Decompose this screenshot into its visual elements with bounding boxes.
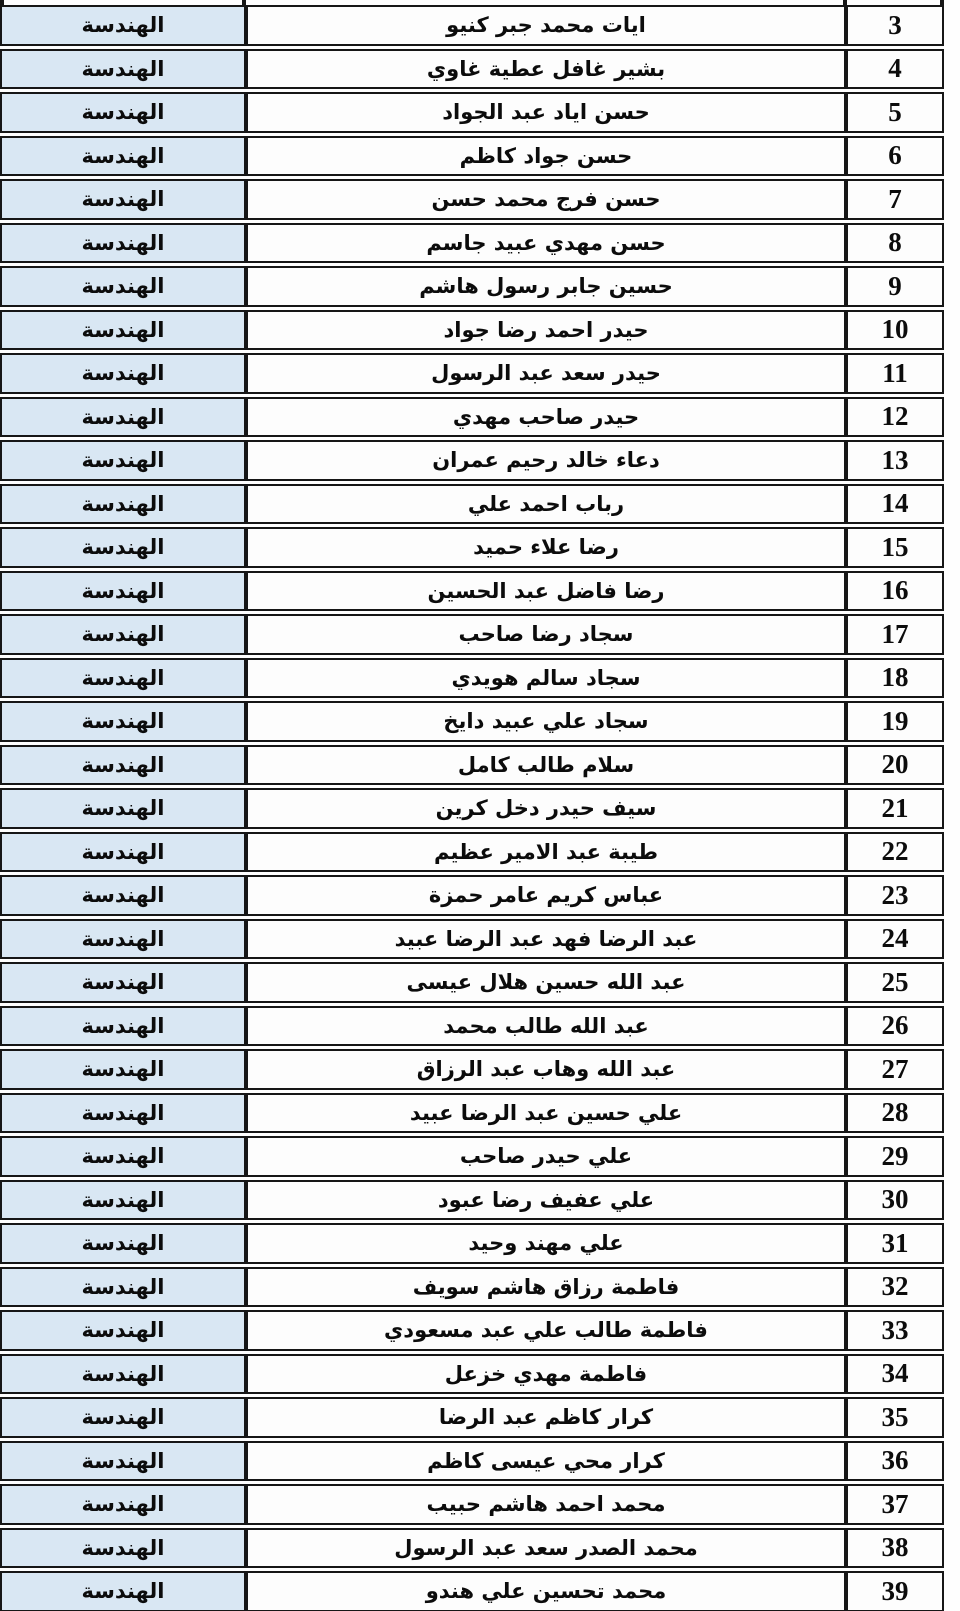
row-number-cell: 19: [846, 701, 944, 742]
student-roster-table: [0, 2, 944, 1611]
student-name-cell: سلام طالب كامل: [246, 745, 846, 786]
student-name-cell: عبد الرضا فهد عبد الرضا عبيد: [246, 919, 846, 960]
table-row: [0, 49, 944, 90]
department-cell: الهندسة: [0, 310, 246, 351]
student-name-cell: عبد الله طالب محمد: [246, 1006, 846, 1047]
department-cell: الهندسة: [0, 701, 246, 742]
student-name-cell: علي حسين عبد الرضا عبيد: [246, 1093, 846, 1134]
department-cell: الهندسة: [0, 1354, 246, 1395]
student-name-cell: محمد احمد هاشم حبيب: [246, 1484, 846, 1525]
row-number-cell: 39: [846, 1571, 944, 1611]
row-number-cell: 27: [846, 1049, 944, 1090]
department-cell: الهندسة: [0, 919, 246, 960]
department-cell: الهندسة: [0, 962, 246, 1003]
department-cell: الهندسة: [0, 1484, 246, 1525]
row-number-cell: 30: [846, 1180, 944, 1221]
table-row: [0, 1049, 944, 1090]
department-cell: الهندسة: [0, 1136, 246, 1177]
department-cell: الهندسة: [0, 1180, 246, 1221]
table-row: [0, 1484, 944, 1525]
department-cell: الهندسة: [0, 875, 246, 916]
table-row: [0, 1571, 944, 1611]
student-name-cell: فاطمة رزاق هاشم سويف: [246, 1267, 846, 1308]
row-number-cell: 35: [846, 1397, 944, 1438]
row-number-cell: 17: [846, 614, 944, 655]
row-number-cell: 21: [846, 788, 944, 829]
student-name-cell: كرار كاظم عبد الرضا: [246, 1397, 846, 1438]
row-number-cell: 7: [846, 179, 944, 220]
table-row: [0, 701, 944, 742]
table-row: [0, 571, 944, 612]
table-row: [0, 353, 944, 394]
department-cell: الهندسة: [0, 1528, 246, 1569]
row-number-cell: 10: [846, 310, 944, 351]
row-number-cell: 33: [846, 1310, 944, 1351]
department-cell: الهندسة: [0, 223, 246, 264]
row-number-cell: 26: [846, 1006, 944, 1047]
student-name-cell: حسن فرج محمد حسن: [246, 179, 846, 220]
student-name-cell: سجاد علي عبيد دايخ: [246, 701, 846, 742]
table-row: [0, 1180, 944, 1221]
table-row: [0, 1267, 944, 1308]
student-name-cell: علي حيدر صاحب: [246, 1136, 846, 1177]
row-number-cell: 4: [846, 49, 944, 90]
department-cell: الهندسة: [0, 179, 246, 220]
student-name-cell: حسين جابر رسول هاشم: [246, 266, 846, 307]
table-row: [0, 484, 944, 525]
row-number-cell: 14: [846, 484, 944, 525]
student-name-cell: رضا علاء حميد: [246, 527, 846, 568]
student-name-cell: علي عفيف رضا عبود: [246, 1180, 846, 1221]
department-cell: الهندسة: [0, 397, 246, 438]
table-row: [0, 962, 944, 1003]
row-number-cell: 29: [846, 1136, 944, 1177]
student-name-cell: بشير غافل عطية غاوي: [246, 49, 846, 90]
student-name-cell: سيف حيدر دخل كرين: [246, 788, 846, 829]
table-row: [0, 1528, 944, 1569]
student-name-cell: كرار محي عيسى كاظم: [246, 1441, 846, 1482]
student-name-cell: حسن مهدي عبيد جاسم: [246, 223, 846, 264]
department-cell: الهندسة: [0, 832, 246, 873]
table-row: [0, 875, 944, 916]
roster-table-body: [0, 5, 944, 1611]
row-number-cell: 38: [846, 1528, 944, 1569]
table-row: [0, 919, 944, 960]
row-number-cell: 9: [846, 266, 944, 307]
department-cell: الهندسة: [0, 614, 246, 655]
department-cell: الهندسة: [0, 136, 246, 177]
row-number-cell: 37: [846, 1484, 944, 1525]
table-row: [0, 1441, 944, 1482]
table-row: [0, 440, 944, 481]
table-row: [0, 1136, 944, 1177]
table-row: [0, 658, 944, 699]
student-name-cell: رباب احمد علي: [246, 484, 846, 525]
row-number-cell: 3: [846, 5, 944, 46]
table-row: [0, 832, 944, 873]
department-cell: الهندسة: [0, 1049, 246, 1090]
student-name-cell: علي مهند وحيد: [246, 1223, 846, 1264]
row-number-cell: 23: [846, 875, 944, 916]
row-number-cell: 28: [846, 1093, 944, 1134]
student-name-cell: ايات محمد جبر كنيو: [246, 5, 846, 46]
student-name-cell: سجاد سالم هويدي: [246, 658, 846, 699]
row-number-cell: 24: [846, 919, 944, 960]
row-number-cell: 12: [846, 397, 944, 438]
student-name-cell: محمد تحسين علي هندو: [246, 1571, 846, 1611]
table-row: [0, 310, 944, 351]
student-name-cell: دعاء خالد رحيم عمران: [246, 440, 846, 481]
row-number-cell: 34: [846, 1354, 944, 1395]
table-row: [0, 745, 944, 786]
table-row: [0, 136, 944, 177]
department-cell: الهندسة: [0, 1223, 246, 1264]
table-row: [0, 788, 944, 829]
student-name-cell: عباس كريم عامر حمزة: [246, 875, 846, 916]
department-cell: الهندسة: [0, 1441, 246, 1482]
department-cell: الهندسة: [0, 1267, 246, 1308]
department-cell: الهندسة: [0, 1397, 246, 1438]
student-name-cell: رضا فاضل عبد الحسين: [246, 571, 846, 612]
student-name-cell: طيبة عبد الامير عظيم: [246, 832, 846, 873]
student-name-cell: حيدر صاحب مهدي: [246, 397, 846, 438]
row-number-cell: 36: [846, 1441, 944, 1482]
student-name-cell: فاطمة طالب علي عبد مسعودي: [246, 1310, 846, 1351]
department-cell: الهندسة: [0, 1310, 246, 1351]
table-row: [0, 1354, 944, 1395]
table-row: [0, 179, 944, 220]
row-number-cell: 25: [846, 962, 944, 1003]
table-row: [0, 1310, 944, 1351]
table-row: [0, 266, 944, 307]
row-number-cell: 32: [846, 1267, 944, 1308]
department-cell: الهندسة: [0, 440, 246, 481]
student-name-cell: محمد الصدر سعد عبد الرسول: [246, 1528, 846, 1569]
table-row: [0, 614, 944, 655]
table-row: [0, 397, 944, 438]
department-cell: الهندسة: [0, 1571, 246, 1611]
table-row: [0, 92, 944, 133]
table-row: [0, 1397, 944, 1438]
row-number-cell: 6: [846, 136, 944, 177]
department-cell: الهندسة: [0, 484, 246, 525]
row-number-cell: 5: [846, 92, 944, 133]
row-number-cell: 13: [846, 440, 944, 481]
row-number-cell: 8: [846, 223, 944, 264]
department-cell: الهندسة: [0, 745, 246, 786]
department-cell: الهندسة: [0, 658, 246, 699]
student-name-cell: حسن اياد عبد الجواد: [246, 92, 846, 133]
row-number-cell: 16: [846, 571, 944, 612]
student-name-cell: فاطمة مهدي خزعل: [246, 1354, 846, 1395]
table-row: [0, 1006, 944, 1047]
student-name-cell: حيدر احمد رضا جواد: [246, 310, 846, 351]
table-row: [0, 1223, 944, 1264]
student-name-cell: حسن جواد كاظم: [246, 136, 846, 177]
department-cell: الهندسة: [0, 1093, 246, 1134]
department-cell: الهندسة: [0, 1006, 246, 1047]
department-cell: الهندسة: [0, 527, 246, 568]
row-number-cell: 18: [846, 658, 944, 699]
row-number-cell: 15: [846, 527, 944, 568]
row-number-cell: 20: [846, 745, 944, 786]
department-cell: الهندسة: [0, 353, 246, 394]
table-row: [0, 223, 944, 264]
student-name-cell: عبد الله حسين هلال عيسى: [246, 962, 846, 1003]
row-number-cell: 31: [846, 1223, 944, 1264]
department-cell: الهندسة: [0, 5, 246, 46]
department-cell: الهندسة: [0, 92, 246, 133]
table-row: [0, 527, 944, 568]
row-number-cell: 11: [846, 353, 944, 394]
table-row: [0, 5, 944, 46]
student-name-cell: حيدر سعد عبد الرسول: [246, 353, 846, 394]
department-cell: الهندسة: [0, 266, 246, 307]
department-cell: الهندسة: [0, 49, 246, 90]
row-number-cell: 22: [846, 832, 944, 873]
table-row: [0, 1093, 944, 1134]
department-cell: الهندسة: [0, 571, 246, 612]
department-cell: الهندسة: [0, 788, 246, 829]
student-name-cell: سجاد رضا صاحب: [246, 614, 846, 655]
student-name-cell: عبد الله وهاب عبد الرزاق: [246, 1049, 846, 1090]
